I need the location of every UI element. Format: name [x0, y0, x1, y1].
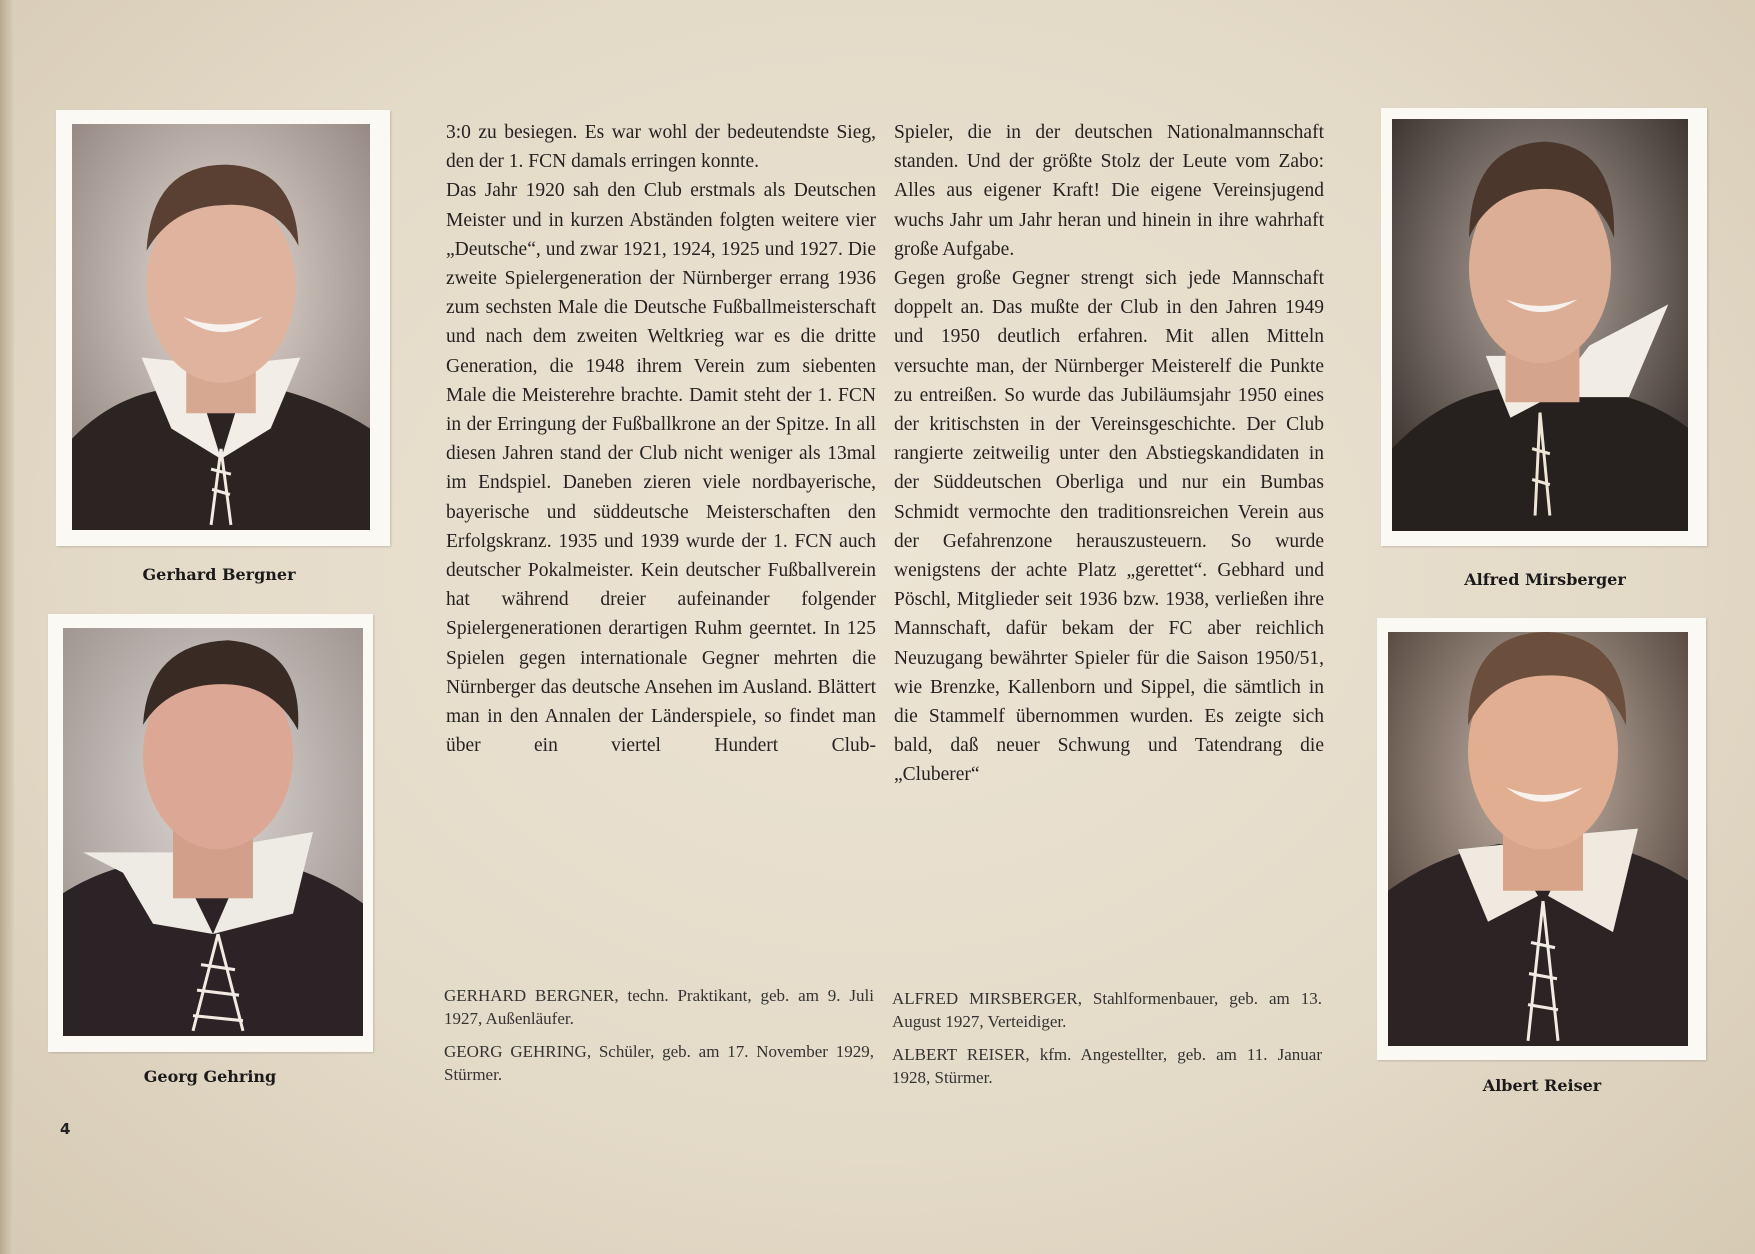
- portrait-photo-bergner: [72, 124, 370, 530]
- player-note-gehring: GEORG GEHRING, Schüler, geb. am 17. November 1929, Stürmer.: [444, 1042, 874, 1084]
- portrait-caption-mirsberger: Alfred Mirsberger: [1464, 570, 1626, 589]
- text-column-right: [894, 118, 1324, 790]
- player-notes-left: [444, 984, 874, 1096]
- text-column-left: [446, 118, 876, 760]
- portrait-photo-gehring: [63, 628, 363, 1036]
- page-number: 4: [60, 1120, 71, 1138]
- player-note-mirsberger: ALFRED MIRSBERGER, Stahlformenbauer, geb. am 13. August 1927, Verteidiger.: [892, 989, 1322, 1031]
- player-notes-right: [892, 987, 1322, 1099]
- portrait-caption-bergner: Gerhard Bergner: [142, 565, 296, 584]
- portrait-caption-gehring: Georg Gehring: [143, 1067, 277, 1086]
- player-note-bergner: GERHARD BERGNER, techn. Praktikant, geb. am 9. Juli 1927, Außenläufer.: [444, 986, 874, 1028]
- portrait-photo-reiser: [1388, 632, 1688, 1046]
- page-edge: [0, 0, 14, 1254]
- paragraph: Das Jahr 1920 sah den Club erstmals als Deutschen Meister und in kurzen Abständen folgten weitere vier „Deutsche“, und zwar 1921, 1924, 1925 und 1927. Die zweite Spielergeneration der Nürnberger errang 1936 zum sechsten Male die Deutsche Fußballmeisterschaft und nach dem zweiten Weltkrieg war es die dritte Generation, die 1948 ihrem Verein zum siebenten Male die Meisterehre brachte. Damit steht der 1. FCN in der Erringung der Fußballkrone an der Spitze. In all diesen Jahren stand der Club nicht weniger als 13mal im Endspiel. Daneben zieren viele nordbayerische, bayerische und süddeutsche Meisterschaften den Erfolgskranz. 1935 und 1939 wurde der 1. FCN auch deutscher Pokalmeister. Kein deutscher Fußballverein hat während dreier aufeinander folgender Spielergenerationen derartigen Ruhm geerntet. In 125 Spielen gegen internationale Gegner mehrten die Nürnberger das deutsche Ansehen im Ausland. Blättert man in den Annalen der Länderspiele, so findet man über ein viertel Hundert Club-: [446, 180, 876, 757]
- paragraph: Spieler, die in der deutschen Nationalmannschaft standen. Und der größte Stolz der Leute vom Zabo: Alles aus eigener Kraft! Die eigene Vereinsjugend wuchs Jahr um Jahr heran und hinein in ihre wahrhaft große Aufgabe.: [894, 122, 1324, 260]
- paragraph: Gegen große Gegner strengt sich jede Mannschaft doppelt an. Das mußte der Club in den Jahren 1949 und 1950 deutlich erfahren. Mit allen Mitteln versuchte man, der Nürnberger Meisterelf die Punkte zu entreißen. So wurde das Jubiläumsjahr 1950 eines der kritischsten in der Vereinsgeschichte. Der Club rangierte zeitweilig unter den Abstiegskandidaten in der Süddeutschen Oberliga und nur ein Bumbas Schmidt vermochte den traditionsreichen Verein aus der Gefahrenzone herauszusteuern. So wurde wenigstens der achte Platz „gerettet“. Gebhard und Pöschl, Mitglieder seit 1936 bzw. 1938, verließen ihre Mannschaft, dafür bekam der FC aber reichlich Neuzugang bewährter Spieler für die Saison 1950/51, wie Brenzke, Kallenborn und Sippel, die sämtlich in die Stammelf übernommen wurden. Es zeigte sich bald, daß neuer Schwung und Tatendrang die „Cluberer“: [894, 268, 1324, 786]
- portrait-photo-mirsberger: [1392, 119, 1688, 531]
- portrait-caption-reiser: Albert Reiser: [1482, 1076, 1602, 1095]
- paragraph: 3:0 zu besiegen. Es war wohl der bedeutendste Sieg, den der 1. FCN damals erringen konnte.: [446, 122, 876, 173]
- player-note-reiser: ALBERT REISER, kfm. Angestellter, geb. am 11. Januar 1928, Stürmer.: [892, 1045, 1322, 1087]
